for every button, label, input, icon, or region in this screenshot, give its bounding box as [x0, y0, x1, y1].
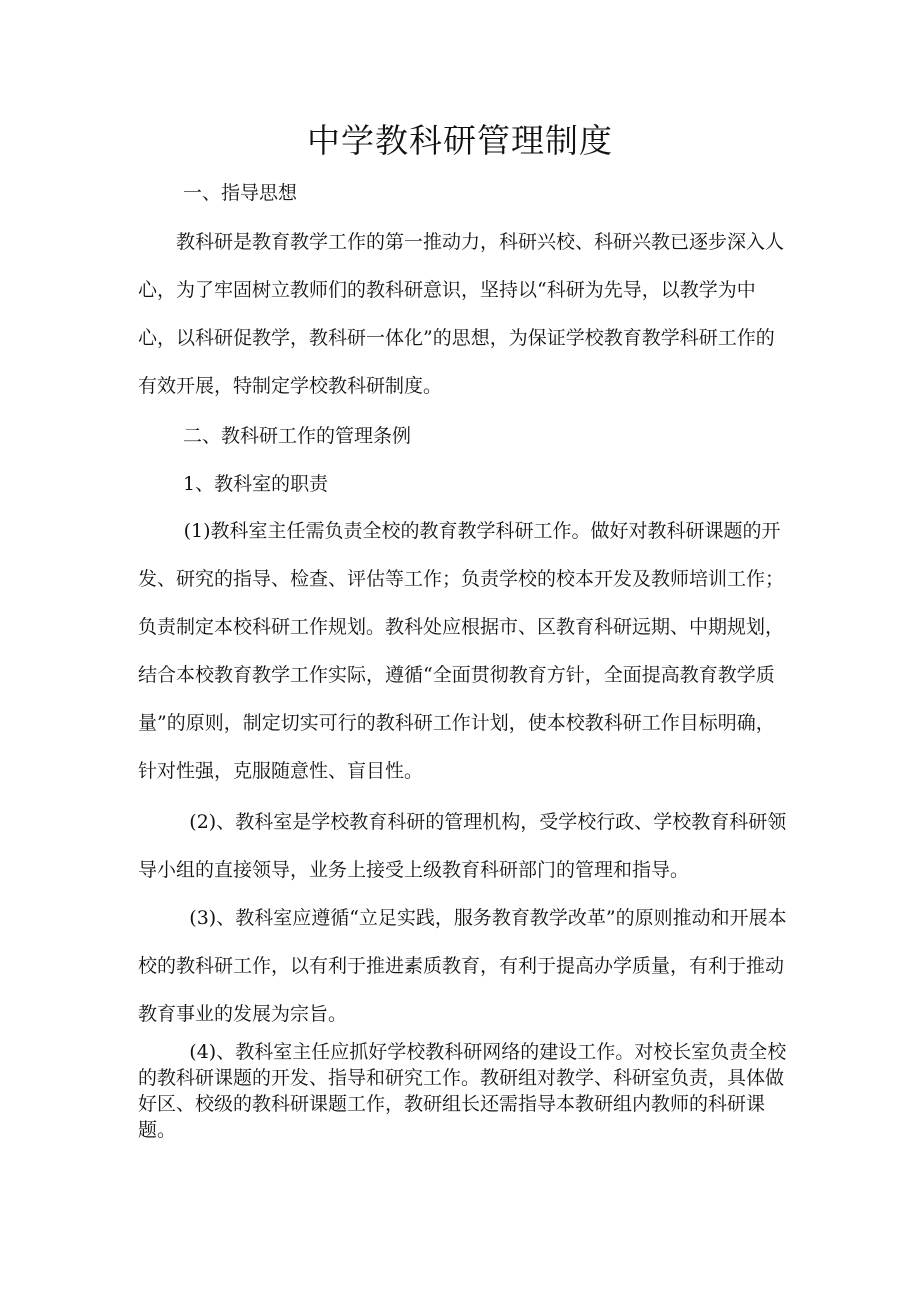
subsection-heading-office-duties: 1、教科室的职责 — [183, 473, 329, 495]
paragraph-item-3: (3)、教科室应遵循“立足实践，服务教育教学改革”的原则推动和开展本校的教科研工作，以有利于推进素质教育，有利于提高办学质量，有利于推动教育事业的发展为宗旨。 — [138, 907, 787, 1025]
section-heading-management-rules: 二、教科研工作的管理条例 — [183, 425, 412, 447]
paragraph-item-2: (2)、教科室是学校教育科研的管理机构，受学校行政、学校教育科研领导小组的直接领导，业务上接受上级教育科研部门的管理和指导。 — [138, 811, 787, 881]
paragraph-item-1: (1)教科室主任需负责全校的教育教学科研工作。做好对教科研课题的开发、研究的指导、检查、评估等工作；负责学校的校本开发及教师培训工作；负责制定本校科研工作规划。教科处应根据市、区教育科研远期、中期规划，结合本校教育教学工作实际，遵循“全面贯彻教育方针，全面提高教育教学质量”的原则，制定切实可行的教科研工作计划，使本校教科研工作目标明确，针对性强，克服随意性、盲目性。 — [138, 520, 785, 782]
paragraph-guiding-thought: 教科研是教育教学工作的第一推动力，科研兴校、科研兴教已逐步深入人心，为了牢固树立教师们的教科研意识，坚持以“科研为先导，以教学为中心，以科研促教学，教科研一体化”的思想，为保证学校教育教学科研工作的有效开展，特制定学校教科研制度。 — [138, 231, 785, 397]
section-heading-guiding-thought: 一、指导思想 — [183, 182, 298, 204]
paragraph-item-4: (4)、教科室主任应抓好学校教科研网络的建设工作。对校长室负责全校的教科研课题的开发、指导和研究工作。教研组对教学、科研室负责，具体做好区、校级的教科研课题工作，教研组长还需指导本教研组内教师的科研课题。 — [138, 1041, 787, 1141]
document-title: 中学教科研管理制度 — [307, 121, 613, 160]
